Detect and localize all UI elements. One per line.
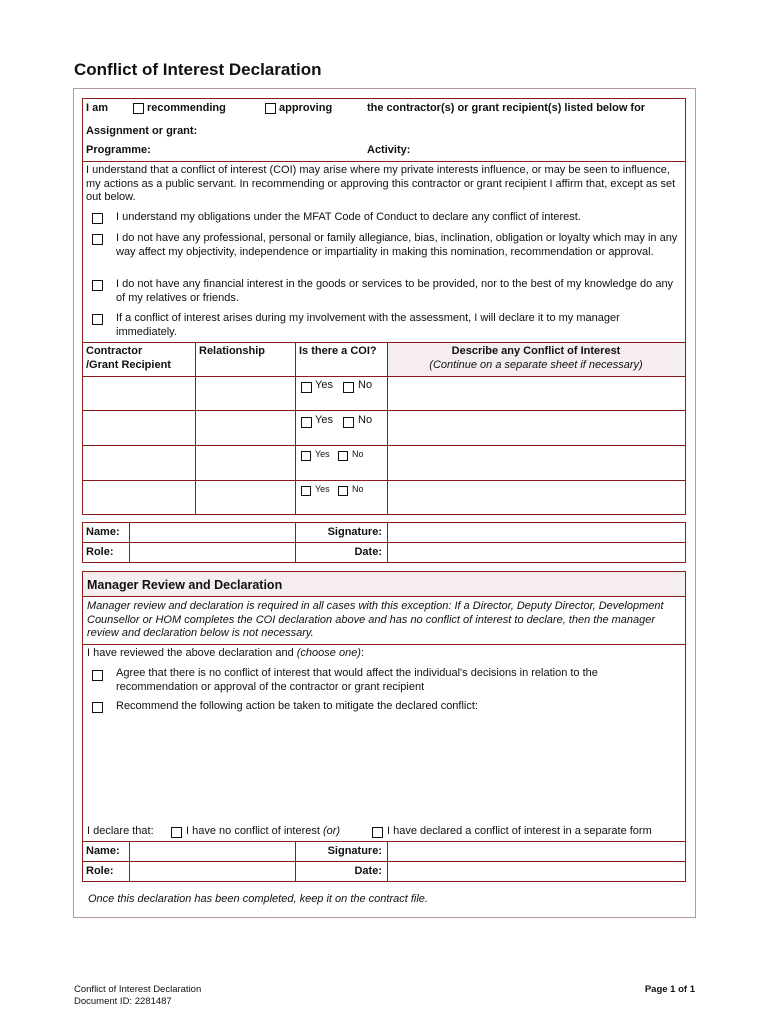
mitigation-action-area[interactable] <box>116 717 676 823</box>
name-field-2[interactable] <box>130 842 294 860</box>
row2-no-checkbox[interactable] <box>343 417 354 428</box>
date-field-1[interactable] <box>388 543 684 561</box>
signature-label-2: Signature: <box>327 845 382 857</box>
row2-yes-label: Yes <box>315 414 333 426</box>
row2-yes-checkbox[interactable] <box>301 417 312 428</box>
role-label-1: Role: <box>86 546 114 558</box>
col-relationship-header: Relationship <box>199 345 266 357</box>
manager-note: Manager review and declaration is required in all cases with this exception: If a Director, Deputy Director, Development Counsellor or HOM completes the COI declaration above and has no conflict of interest to declare, then the manager review and declaration below is not necessary. <box>87 600 664 639</box>
role-field-1[interactable] <box>130 543 294 561</box>
checklist-checkbox-1[interactable] <box>92 213 103 224</box>
footer-doc-title: Conflict of Interest Declaration <box>74 984 202 995</box>
manager-heading-box <box>82 571 686 597</box>
row4-yes-checkbox[interactable] <box>301 486 311 496</box>
recommending-label: recommending <box>147 102 226 114</box>
coi-table <box>82 342 686 515</box>
row4-no-label: No <box>352 484 364 494</box>
date-label-1: Date: <box>354 546 382 558</box>
recommend-action-checkbox[interactable] <box>92 702 103 713</box>
recommend-action-text: Recommend the following action be taken to mitigate the declared conflict: <box>116 700 478 712</box>
checklist-checkbox-4[interactable] <box>92 314 103 325</box>
statement-box <box>82 161 686 343</box>
name-field-1[interactable] <box>130 523 294 541</box>
name-label-1: Name: <box>86 526 120 538</box>
checklist-item-4: If a conflict of interest arises during my involvement with the assessment, I will declare it to my manager immediately. <box>116 312 620 338</box>
checklist-item-3: I do not have any financial interest in the goods or services to be provided, nor to the best of my knowledge do any of my relatives or friends. <box>116 278 674 304</box>
date-label-2: Date: <box>354 865 382 877</box>
col-contractor-header-line2: /Grant Recipient <box>86 359 171 371</box>
approving-label: approving <box>279 102 333 114</box>
closing-note: Once this declaration has been completed, keep it on the contract file. <box>88 893 428 905</box>
signature-block-1 <box>82 522 686 563</box>
declared-conflict-text: I have declared a conflict of interest in a separate form <box>387 825 652 837</box>
row1-yes-label: Yes <box>315 379 333 391</box>
row1-yes-checkbox[interactable] <box>301 382 312 393</box>
row4-yes-label: Yes <box>315 484 330 494</box>
signature-block-2 <box>82 841 686 882</box>
approving-checkbox[interactable] <box>265 103 276 114</box>
page-title: Conflict of Interest Declaration <box>74 60 322 79</box>
signature-field-1[interactable] <box>388 523 684 541</box>
row3-no-checkbox[interactable] <box>338 451 348 461</box>
agree-no-conflict-checkbox[interactable] <box>92 670 103 681</box>
role-label-2: Role: <box>86 865 114 877</box>
no-conflict-text: I have no conflict of interest (or) <box>186 825 341 837</box>
checklist-item-1: I understand my obligations under the MFAT Code of Conduct to declare any conflict of interest. <box>116 211 581 223</box>
assignment-label: Assignment or grant: <box>86 125 198 137</box>
name-label-2: Name: <box>86 845 120 857</box>
signature-field-2[interactable] <box>388 842 684 860</box>
declared-conflict-checkbox[interactable] <box>372 827 383 838</box>
footer-page-number: Page 1 of 1 <box>644 984 695 995</box>
declare-label: I declare that: <box>87 825 154 837</box>
manager-heading: Manager Review and Declaration <box>87 578 283 592</box>
checklist-checkbox-3[interactable] <box>92 280 103 291</box>
row1-no-checkbox[interactable] <box>343 382 354 393</box>
checklist-checkbox-2[interactable] <box>92 234 103 245</box>
signature-label-1: Signature: <box>327 526 382 538</box>
col-describe-header: Describe any Conflict of Interest <box>451 345 621 357</box>
role-field-2[interactable] <box>130 862 294 880</box>
manager-review-box <box>82 644 686 842</box>
manager-note-box <box>82 596 686 645</box>
row2-no-label: No <box>358 414 373 426</box>
row3-no-label: No <box>352 449 364 459</box>
agree-no-conflict-text: Agree that there is no conflict of interest that would affect the individual's decisions in relation to the recommendation or approval of the contractor or grant recipient <box>116 667 598 693</box>
no-conflict-checkbox[interactable] <box>171 827 182 838</box>
col-coi-header: Is there a COI? <box>299 345 377 357</box>
checklist-item-2: I do not have any professional, personal or family allegiance, bias, inclination, obligation or loyalty which may in any way affect my objectivity, independence or impartiality in making this nomination, recommendation or approval. <box>116 232 678 258</box>
declaration-intro-box <box>82 98 686 162</box>
recommending-checkbox[interactable] <box>133 103 144 114</box>
coi-statement: I understand that a conflict of interest (COI) may arise where my private interests influence, or may be seen to influence, my actions as a public servant. In recommending or approving this contractor or grant recipient I affirm that, except as set out below. <box>86 164 676 203</box>
footer-doc-id: Document ID: 2281487 <box>74 996 172 1007</box>
programme-label: Programme: <box>86 144 151 156</box>
listed-below-text: the contractor(s) or grant recipient(s) listed below for <box>367 102 646 114</box>
row3-yes-label: Yes <box>315 449 330 459</box>
row1-no-label: No <box>358 379 373 391</box>
date-field-2[interactable] <box>388 862 684 880</box>
col-describe-subheader: (Continue on a separate sheet if necessary) <box>429 359 643 371</box>
row4-no-checkbox[interactable] <box>338 486 348 496</box>
activity-label: Activity: <box>367 144 411 156</box>
i-am-label: I am <box>86 102 109 114</box>
col-contractor-header: Contractor <box>86 345 143 357</box>
row3-yes-checkbox[interactable] <box>301 451 311 461</box>
reviewed-text: I have reviewed the above declaration and (choose one): <box>87 647 365 659</box>
